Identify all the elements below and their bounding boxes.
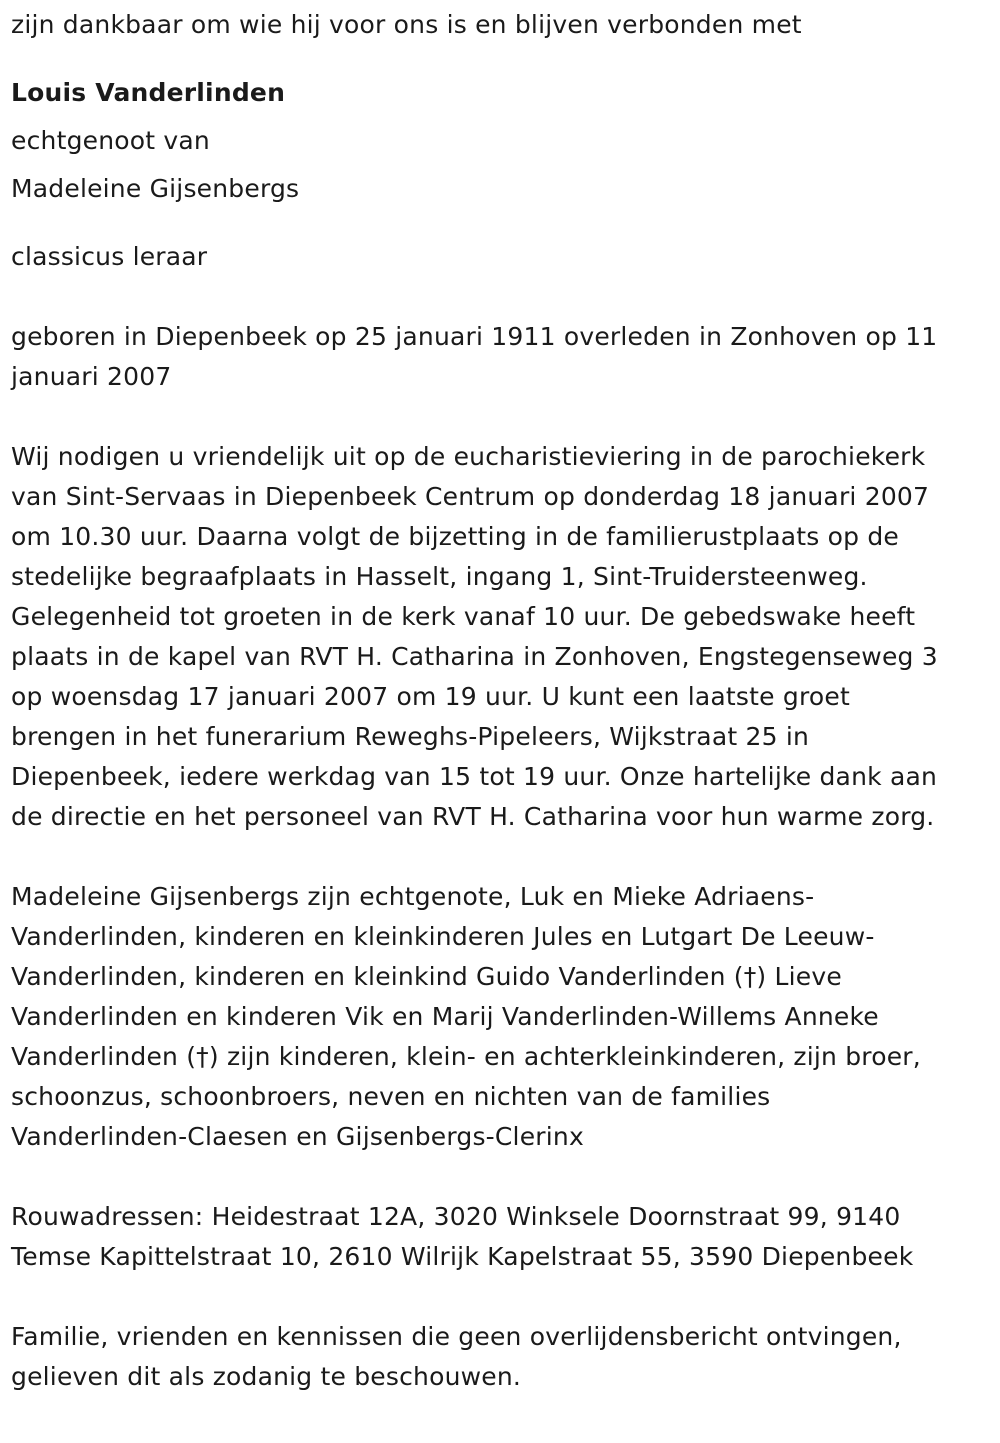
- family-paragraph: [11, 877, 1000, 1157]
- obituary-document: [0, 5, 1000, 1443]
- paragraph-line: schoonzus, schoonbroers, neven en nichten van de families: [11, 1082, 771, 1111]
- spacer: [11, 277, 1000, 317]
- deceased-block: [11, 69, 1000, 213]
- paragraph-line: plaats in de kapel van RVT H. Catharina in Zonhoven, Engstegenseweg 3: [11, 642, 938, 671]
- invitation-paragraph: [11, 437, 1000, 837]
- spouse-name: Madeleine Gijsenbergs: [11, 174, 300, 203]
- paragraph-line: Madeleine Gijsenbergs zijn echtgenote, Luk en Mieke Adriaens-: [11, 882, 815, 911]
- spacer: [11, 837, 1000, 877]
- intro-text: zijn dankbaar om wie hij voor ons is en blijven verbonden met: [11, 10, 802, 39]
- paragraph-line: Gelegenheid tot groeten in de kerk vanaf 10 uur. De gebedswake heeft: [11, 602, 916, 631]
- paragraph-line: brengen in het funerarium Reweghs-Pipeleers, Wijkstraat 25 in: [11, 722, 810, 751]
- spacer: [11, 213, 1000, 237]
- relation-text: echtgenoot van: [11, 126, 210, 155]
- profession-text: classicus leraar: [11, 242, 208, 271]
- paragraph-line: de directie en het personeel van RVT H. Catharina voor hun warme zorg.: [11, 802, 935, 831]
- paragraph-line: Rouwadressen: Heidestraat 12A, 3020 Winksele Doornstraat 99, 9140: [11, 1202, 901, 1231]
- birth-death-paragraph: [11, 317, 1000, 397]
- paragraph-line: Temse Kapittelstraat 10, 2610 Wilrijk Kapelstraat 55, 3590 Diepenbeek: [11, 1242, 914, 1271]
- paragraph-line: gelieven dit als zodanig te beschouwen.: [11, 1362, 522, 1391]
- spacer: [11, 1277, 1000, 1317]
- closing-paragraph: [11, 1317, 1000, 1397]
- paragraph-line: Wij nodigen u vriendelijk uit op de eucharistieviering in de parochiekerk: [11, 442, 926, 471]
- spacer: [11, 397, 1000, 437]
- paragraph-line: Diepenbeek, iedere werkdag van 15 tot 19 uur. Onze hartelijke dank aan: [11, 762, 938, 791]
- addresses-paragraph: [11, 1197, 1000, 1277]
- paragraph-line: Vanderlinden en kinderen Vik en Marij Vanderlinden-Willems Anneke: [11, 1002, 879, 1031]
- paragraph-line: Familie, vrienden en kennissen die geen overlijdensbericht ontvingen,: [11, 1322, 902, 1351]
- paragraph-line: van Sint-Servaas in Diepenbeek Centrum op donderdag 18 januari 2007: [11, 482, 930, 511]
- paragraph-line: januari 2007: [11, 362, 172, 391]
- paragraph-line: Vanderlinden, kinderen en kleinkind Guido Vanderlinden (†) Lieve: [11, 962, 842, 991]
- paragraph-line: op woensdag 17 januari 2007 om 19 uur. U kunt een laatste groet: [11, 682, 850, 711]
- paragraph-line: om 10.30 uur. Daarna volgt de bijzetting in de familierustplaats op de: [11, 522, 900, 551]
- paragraph-line: Vanderlinden, kinderen en kleinkinderen Jules en Lutgart De Leeuw-: [11, 922, 875, 951]
- paragraph-line: Vanderlinden (†) zijn kinderen, klein- en achterkleinkinderen, zijn broer,: [11, 1042, 921, 1071]
- spacer: [11, 45, 1000, 69]
- paragraph-line: stedelijke begraafplaats in Hasselt, ingang 1, Sint-Truidersteenweg.: [11, 562, 868, 591]
- spacer: [11, 1157, 1000, 1197]
- paragraph-line: geboren in Diepenbeek op 25 januari 1911 overleden in Zonhoven op 11: [11, 322, 938, 351]
- deceased-name: Louis Vanderlinden: [11, 78, 286, 107]
- paragraph-line: Vanderlinden-Claesen en Gijsenbergs-Clerinx: [11, 1122, 584, 1151]
